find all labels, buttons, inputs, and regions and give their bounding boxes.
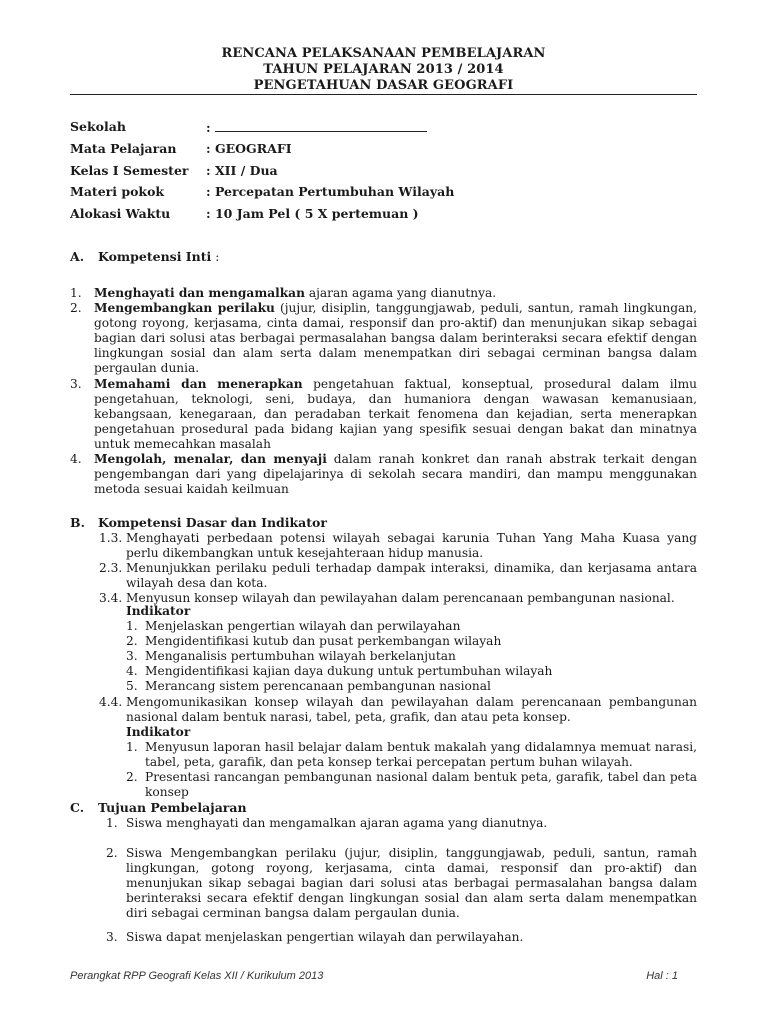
list-item: Menunjukkan perilaku peduli terhadap dampak interaksi, dinamika, dan kerjasama antara wilayah desa dan kota. xyxy=(126,561,697,590)
info-label: Mata Pelajaran xyxy=(70,141,177,156)
list-number: 5. xyxy=(126,679,138,693)
list-item: Mengidentifikasi kajian daya dukung untuk pertumbuhan wilayah xyxy=(145,664,553,678)
document-page: RENCANA PELAKSANAAN PEMBELAJARAN TAHUN PELAJARAN 2013 / 2014 PENGETAHUAN DASAR GEOGRAFI Sekolah : Mata Pelajaran : GEOGRAFI Kelas I Semester : XII / Dua Materi pokok : Percepatan Pertumbuhan Wilayah Alokasi Waktu : 10 Jam Pel ( 5 X pertemuan ) A. Kompetensi Inti : 1. Menghayati dan mengamalkan ajaran agama yang dianutnya. 2. Mengembangkan perilaku (jujur, disiplin, tanggungjawab, peduli, santun, ramah lingkungan, gotong royong, kerjasama, cinta damai, responsif dan pro-aktif) dan menunjukan sikap sebagai bagian dari solusi atas berbagai permasalahan bangsa dalam berinteraksi secara efektif dengan lingkungan sosial dan alam serta dalam menempatkan diri sebagai cerminan bangsa dalam pergaulan dunia. 3. Memahami dan menerapkan pengetahuan faktual, konseptual, prosedural dalam ilmu pengetahuan, teknologi, seni, budaya, dan humaniora dengan wawasan kemanusiaan, kebangsaan, kenegaraan, dan peradaban terkait fenomena dan kejadian, serta menerapkan pengetahuan prosedural pada bidang kajian yang spesifik sesuai dengan bakat dan minatnya untuk memecahkan masalah 4. Mengolah, menalar, dan menyaji dalam ranah konkret dan ranah abstrak terkait dengan pengembangan dari yang dipelajarinya di sekolah secara mandiri, dan mampu menggunakan metoda sesuai kaidah keilmuan B. Kompetensi Dasar dan Indikator 1.3. Menghayati perbedaan potensi wilayah sebagai karunia Tuhan Yang Maha Kuasa yang perlu dikembangkan untuk kesejahteraan hidup manusia. 2.3. Menunjukkan perilaku peduli terhadap dampak interaksi, dinamika, dan kerjasama antara wilayah desa dan kota. 3.4. Menyusun konsep wilayah dan pewilayahan dalam perencanaan pembangunan nasional. Indikator 1. Menjelaskan pengertian wilayah dan perwilayahan 2. Mengidentifikasi kutub dan pusat perkembangan wilayah 3. Menganalisis pertumbuhan wilayah berkelanjutan 4. Mengidentifikasi kajian daya dukung untuk pertumbuhan wilayah 5. Merancang sistem perencanaan pembangunan nasional 4.4. Mengomunikasikan konsep wilayah dan pewilayahan dalam perencanaan pembangunan nasional dalam bentuk narasi, tabel, peta, grafik, dan atau peta konsep. Indikator 1. Menyusun laporan hasil belajar dalam bentuk makalah yang didalamnya memuat narasi, tabel, peta, garafik, dan peta konsep terkai percepatan pertum buhan wilayah. 2. Presentasi rancangan pembangunan nasional dalam bentuk peta, garafik, tabel dan peta konsep C. Tujuan Pembelajaran 1. Siswa menghayati dan mengamalkan ajaran agama yang dianutnya. 2. Siswa Mengembangkan perilaku (jujur, disiplin, tanggungjawab, peduli, santun, ramah lingkungan, gotong royong, kerjasama, cinta damai, responsif dan pro-aktif) dan menunjukan sikap sebagai bagian dari solusi atas berbagai permasalahan bangsa dalam berinteraksi secara efektif dengan lingkungan sosial dan alam serta dalam menempatkan diri sebagai cerminan bangsa dalam pergaulan dunia. 3. Siswa dapat menjelaskan pengertian wilayah dan perwilayahan. Perangkat RPP Geografi Kelas XII / Kurikulum 2013 Hal : 1 xyxy=(70,46,697,982)
list-number: 4. xyxy=(70,452,82,466)
list-item: Mengembangkan perilaku (jujur, disiplin, tanggungjawab, peduli, santun, ramah lingkungan, gotong royong, kerjasama, cinta damai, responsif dan pro-aktif) dan menunjukan sikap sebagai bagian dari solusi atas berbagai permasalahan bangsa dalam berinteraksi secara efektif dengan lingkungan sosial dan alam serta dalam menempatkan diri sebagai cerminan bangsa dalam pergaulan dunia. xyxy=(94,301,697,375)
list-number: 2. xyxy=(126,770,138,784)
list-item: Siswa dapat menjelaskan pengertian wilayah dan perwilayahan. xyxy=(126,930,524,944)
list-item: Mengidentifikasi kutub dan pusat perkembangan wilayah xyxy=(145,634,502,648)
list-item: Menghayati perbedaan potensi wilayah sebagai karunia Tuhan Yang Maha Kuasa yang perlu dikembangkan untuk kesejahteraan hidup manusia. xyxy=(126,531,697,560)
list-item: Siswa menghayati dan mengamalkan ajaran agama yang dianutnya. xyxy=(126,816,548,830)
header-rule xyxy=(70,94,697,95)
list-item: Merancang sistem perencanaan pembangunan nasional xyxy=(145,679,491,693)
info-label: Kelas I Semester xyxy=(70,163,189,178)
list-number: 2.3. xyxy=(99,561,123,575)
list-number: 1. xyxy=(106,816,118,830)
list-item: Mengomunikasikan konsep wilayah dan pewilayahan dalam perencanaan pembangunan nasional dalam bentuk narasi, tabel, peta, grafik, dan atau peta konsep. xyxy=(126,695,697,724)
info-value: : XII / Dua xyxy=(206,163,278,178)
list-item: Mengolah, menalar, dan menyaji dalam ranah konkret dan ranah abstrak terkait dengan pengembangan dari yang dipelajarinya di sekolah secara mandiri, dan mampu menggunakan metoda sesuai kaidah keilmuan xyxy=(94,452,697,496)
list-item: Menyusun laporan hasil belajar dalam bentuk makalah yang didalamnya memuat narasi, tabel, peta, garafik, dan peta konsep terkai percepatan pertum buhan wilayah. xyxy=(145,740,697,769)
info-label: Alokasi Waktu xyxy=(70,206,171,221)
list-item: Memahami dan menerapkan pengetahuan faktual, konseptual, prosedural dalam ilmu pengetahuan, teknologi, seni, budaya, dan humaniora dengan wawasan kemanusiaan, kebangsaan, kenegaraan, dan peradaban terkait fenomena dan kejadian, serta menerapkan pengetahuan prosedural pada bidang kajian yang spesifik sesuai dengan bakat dan minatnya untuk memecahkan masalah xyxy=(94,377,697,451)
info-label: Sekolah xyxy=(70,119,126,134)
list-number: 2. xyxy=(126,634,138,648)
list-number: 4. xyxy=(126,664,138,678)
list-number: 1.3. xyxy=(99,531,123,545)
list-number: 3. xyxy=(70,377,82,391)
info-value: : 10 Jam Pel ( 5 X pertemuan ) xyxy=(206,206,419,221)
list-number: 3.4. xyxy=(99,591,123,605)
doc-title-line2: TAHUN PELAJARAN 2013 / 2014 xyxy=(263,62,504,77)
list-number: 2. xyxy=(70,301,82,315)
blank-line xyxy=(215,119,427,132)
info-label: Materi pokok xyxy=(70,184,165,199)
list-item: Menghayati dan mengamalkan ajaran agama yang dianutnya. xyxy=(94,286,497,300)
info-value: : xyxy=(206,119,427,135)
info-value: : GEOGRAFI xyxy=(206,141,292,156)
footer-page-number: Hal : 1 xyxy=(646,970,678,982)
list-item: Menyusun konsep wilayah dan pewilayahan dalam perencanaan pembangunan nasional. xyxy=(126,591,675,605)
info-value: : Percepatan Pertumbuhan Wilayah xyxy=(206,184,455,199)
indikator-label: Indikator xyxy=(126,604,191,618)
list-number: 3. xyxy=(126,649,138,663)
doc-title-line3: PENGETAHUAN DASAR GEOGRAFI xyxy=(253,78,514,93)
list-number: 4.4. xyxy=(99,695,123,709)
doc-title-line1: RENCANA PELAKSANAAN PEMBELAJARAN xyxy=(221,46,546,61)
indikator-label: Indikator xyxy=(126,725,191,739)
list-number: 3. xyxy=(106,930,118,944)
list-number: 1. xyxy=(126,740,138,754)
list-number: 1. xyxy=(126,619,138,633)
list-item: Menjelaskan pengertian wilayah dan perwilayahan xyxy=(145,619,461,633)
list-item: Siswa Mengembangkan perilaku (jujur, disiplin, tanggungjawab, peduli, santun, ramah lingkungan, gotong royong, kerjasama, cinta damai, responsif dan pro-aktif) dan menunjukan sikap sebagai bagian dari solusi atas berbagai permasalahan bangsa dalam berinteraksi secara efektif dengan lingkungan sosial dan alam serta dalam menempatkan diri sebagai cerminan bangsa dalam pergaulan dunia. xyxy=(126,846,697,920)
list-item: Menganalisis pertumbuhan wilayah berkelanjutan xyxy=(145,649,456,663)
list-number: 2. xyxy=(106,846,118,860)
footer-doc-name: Perangkat RPP Geografi Kelas XII / Kurikulum 2013 xyxy=(70,970,324,982)
list-item: Presentasi rancangan pembangunan nasional dalam bentuk peta, garafik, tabel dan peta konsep xyxy=(145,770,697,799)
list-number: 1. xyxy=(70,286,82,300)
